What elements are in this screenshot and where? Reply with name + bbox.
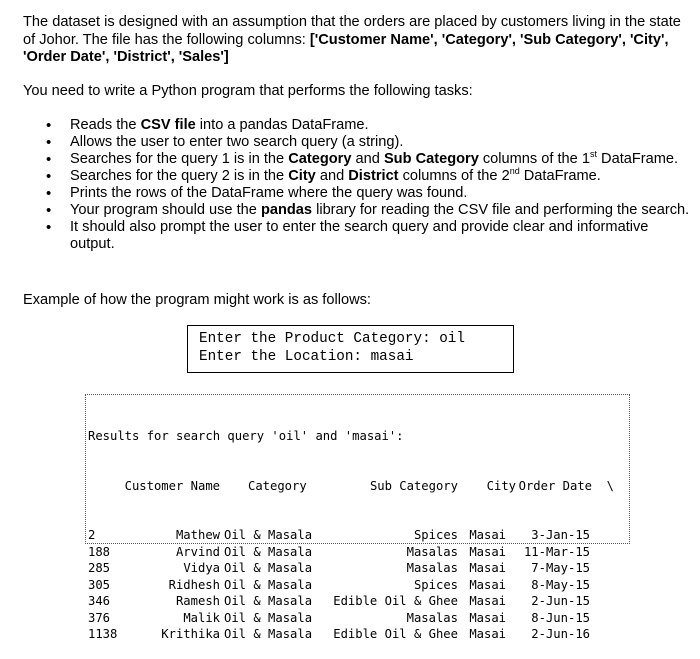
city: Masai xyxy=(469,528,506,542)
table-header: Customer Name Category Sub Category City Order Date \ xyxy=(124,478,614,493)
row-index: 188 xyxy=(88,544,111,559)
city: Masai xyxy=(469,577,506,592)
list-item: • It should also prompt the user to enter the search query and provide clear and informative output. xyxy=(0,219,700,253)
sub-category: Edible Oil & Ghee xyxy=(333,594,458,608)
list-item: • Allows the user to enter two search query (a string). xyxy=(0,134,700,151)
table-row xyxy=(88,560,629,577)
list-item: • Searches for the query 2 is in the City and District columns of the 2nd DataFrame. xyxy=(0,168,700,185)
customer-name: Arvind xyxy=(175,544,220,559)
row-index: 376 xyxy=(88,610,111,625)
list-item: • Searches for the query 1 is in the Category and Sub Category columns of the 1st DataFrame. xyxy=(0,151,700,168)
category: Oil & Masala xyxy=(224,561,313,575)
list-item: • Prints the rows of the DataFrame where the query was found. xyxy=(0,185,700,202)
task-intro: You need to write a Python program that performs the following tasks: xyxy=(23,83,473,99)
table-row xyxy=(88,544,629,561)
list-item: • Your program should use the pandas library for reading the CSV file and performing the search. xyxy=(0,202,700,219)
city: Masai xyxy=(469,627,506,641)
customer-name: Ridhesh xyxy=(168,577,220,592)
row-index: 346 xyxy=(88,594,111,608)
row-index: 1138 xyxy=(88,627,118,641)
category: Oil & Masala xyxy=(224,594,313,608)
results-header: Results for search query 'oil' and 'masai': xyxy=(88,429,404,443)
order-date: 2-Jun-16 xyxy=(531,627,590,641)
order-date: 8-May-15 xyxy=(531,577,590,592)
order-date: 8-Jun-15 xyxy=(531,610,590,625)
sub-category: Masalas xyxy=(406,544,458,559)
city: Masai xyxy=(469,544,506,559)
table-row xyxy=(88,593,629,610)
customer-name: Vidya xyxy=(183,561,220,575)
category: Oil & Masala xyxy=(224,544,313,559)
intro-text: The dataset is designed with an assumption that the orders are placed by customers living in the state of Johor. The file has the following columns: xyxy=(23,14,681,48)
sub-category: Masalas xyxy=(406,561,458,575)
customer-name: Krithika xyxy=(161,627,220,641)
row-index: 2 xyxy=(88,528,96,542)
customer-name: Mathew xyxy=(175,528,220,542)
table-row xyxy=(88,577,629,594)
category: Oil & Masala xyxy=(224,577,313,592)
category: Oil & Masala xyxy=(224,528,313,542)
column-list: ['Customer Name', 'Category', 'Sub Category', 'City', 'Order Date', 'District', 'Sales'] xyxy=(23,31,669,65)
table-row xyxy=(88,626,629,643)
customer-name: Ramesh xyxy=(175,594,220,608)
table-row xyxy=(88,527,629,544)
table-body xyxy=(88,527,629,643)
city: Masai xyxy=(469,594,506,608)
row-index: 305 xyxy=(88,577,111,592)
table-row xyxy=(88,610,629,627)
example-label: Example of how the program might work is as follows: xyxy=(23,292,371,308)
city: Masai xyxy=(469,561,506,575)
console-input-box xyxy=(187,325,514,373)
console-output-box xyxy=(85,394,630,641)
sub-category: Spices xyxy=(413,528,458,542)
category: Oil & Masala xyxy=(224,610,313,625)
row-index: 285 xyxy=(88,561,111,575)
sub-category: Spices xyxy=(413,577,458,592)
order-date: 7-May-15 xyxy=(531,561,590,575)
city: Masai xyxy=(469,610,506,625)
category-prompt: Enter the Product Category: oil xyxy=(199,331,465,347)
location-prompt: Enter the Location: masai xyxy=(199,349,414,365)
customer-name: Malik xyxy=(183,610,220,625)
order-date: 11-Mar-15 xyxy=(523,544,590,559)
intro-paragraph xyxy=(23,14,688,67)
list-item: • Reads the CSV file into a pandas DataFrame. xyxy=(0,117,700,134)
order-date: 3-Jan-15 xyxy=(531,528,590,542)
sub-category: Masalas xyxy=(406,610,458,625)
order-date: 2-Jun-15 xyxy=(531,594,590,608)
category: Oil & Masala xyxy=(224,627,313,641)
sub-category: Edible Oil & Ghee xyxy=(333,627,458,641)
task-list xyxy=(0,117,700,253)
